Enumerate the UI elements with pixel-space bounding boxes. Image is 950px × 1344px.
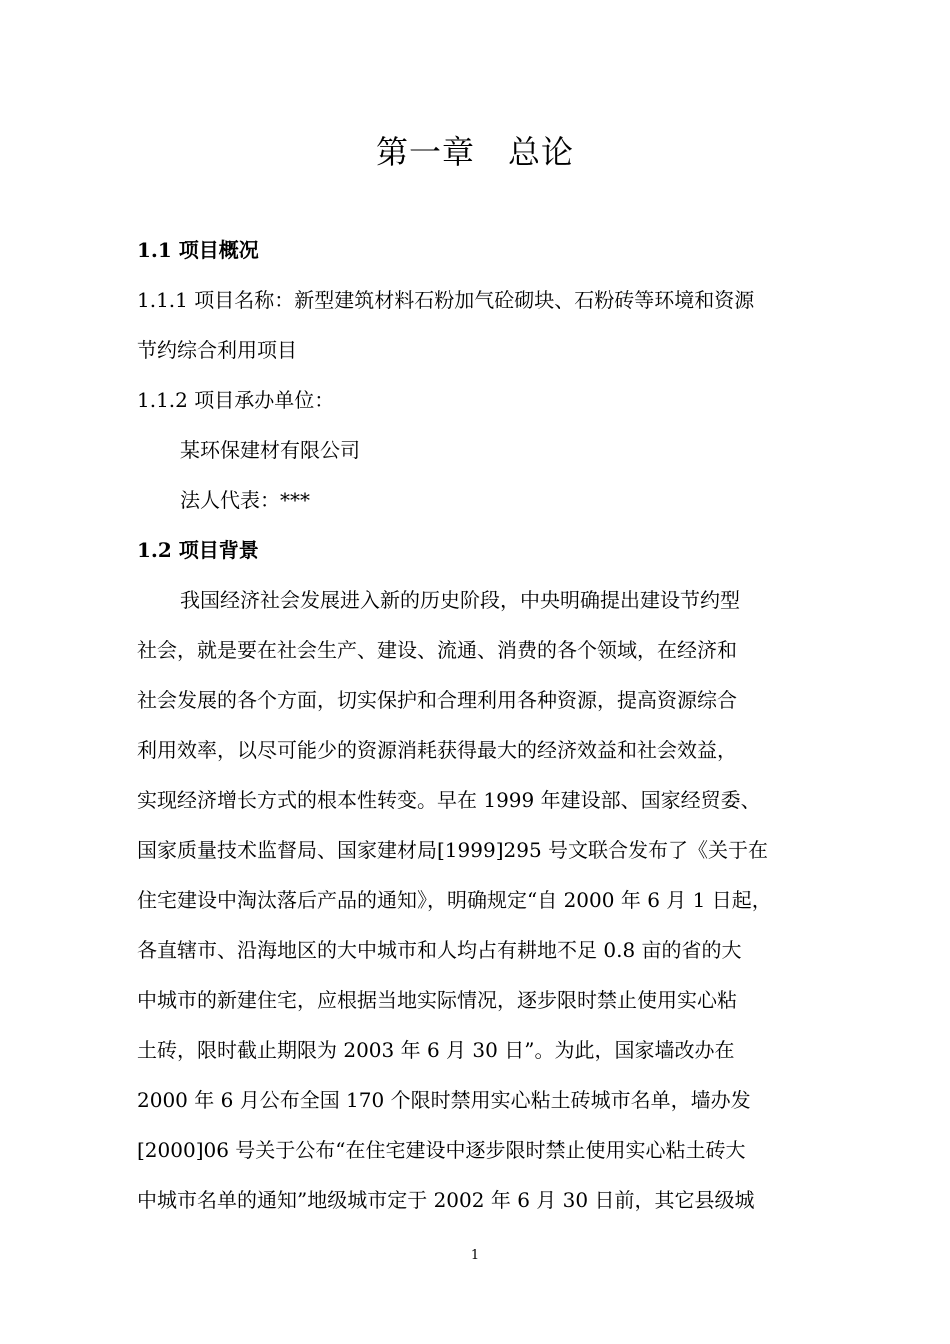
section-heading-1-2: 1.2 项目背景	[137, 538, 259, 562]
paragraph-line: 各直辖市、沿海地区的大中城市和人均占有耕地不足 0.8 亩的省的大	[137, 938, 742, 962]
company-name: 某环保建材有限公司	[180, 438, 360, 462]
paragraph-line: 国家质量技术监督局、国家建材局[1999]295 号文联合发布了《关于在	[137, 838, 769, 862]
paragraph-line: 2000 年 6 月公布全国 170 个限时禁用实心粘土砖城市名单，墙办发	[137, 1088, 751, 1112]
paragraph-line: 土砖，限时截止期限为 2003 年 6 月 30 日”。为此，国家墙改办在	[137, 1038, 735, 1062]
project-name-line-2: 节约综合利用项目	[137, 338, 297, 362]
paragraph-line: 我国经济社会发展进入新的历史阶段，中央明确提出建设节约型	[180, 588, 740, 612]
paragraph-line: 住宅建设中淘汰落后产品的通知》，明确规定“自 2000 年 6 月 1 日起，	[137, 888, 772, 912]
chapter-title: 第一章 总论	[375, 133, 574, 171]
section-heading-1-1: 1.1 项目概况	[137, 238, 259, 262]
project-name-line-1: 1.1.1 项目名称：新型建筑材料石粉加气砼砌块、石粉砖等环境和资源	[137, 288, 755, 312]
paragraph-line: 中城市的新建住宅，应根据当地实际情况，逐步限时禁止使用实心粘	[137, 988, 737, 1012]
paragraph-line: 利用效率，以尽可能少的资源消耗获得最大的经济效益和社会效益，	[137, 738, 737, 762]
paragraph-line: [2000]06 号关于公布“在住宅建设中逐步限时禁止使用实心粘土砖大	[137, 1138, 746, 1162]
paragraph-line: 社会发展的各个方面，切实保护和合理利用各种资源，提高资源综合	[137, 688, 737, 712]
page-number: 1	[470, 1248, 480, 1263]
paragraph-line: 实现经济增长方式的根本性转变。早在 1999 年建设部、国家经贸委、	[137, 788, 761, 812]
project-sponsor-label: 1.1.2 项目承办单位：	[137, 388, 335, 412]
paragraph-line: 社会，就是要在社会生产、建设、流通、消费的各个领域，在经济和	[137, 638, 737, 662]
paragraph-line: 中城市名单的通知”地级城市定于 2002 年 6 月 30 日前，其它县级城	[137, 1188, 755, 1212]
legal-representative: 法人代表：***	[180, 488, 310, 512]
